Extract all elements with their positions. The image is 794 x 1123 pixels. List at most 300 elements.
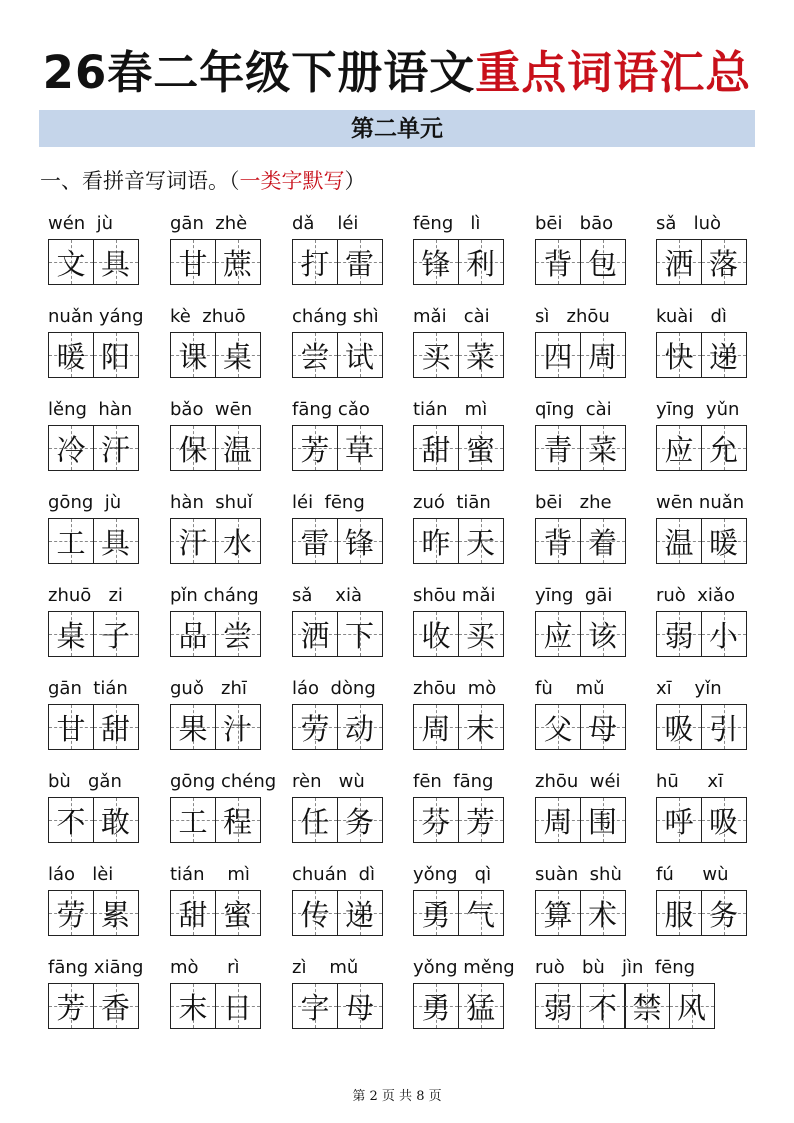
hanzi-character: 任	[300, 804, 330, 839]
character-boxes	[413, 983, 504, 1029]
tian-zi-ge-box	[215, 332, 261, 378]
character-boxes	[413, 890, 504, 936]
tian-zi-ge-box	[48, 890, 94, 936]
hanzi-character: 青	[543, 432, 573, 467]
hanzi-character: 雷	[300, 525, 330, 560]
character-boxes	[48, 611, 139, 657]
hanzi-character: 买	[421, 339, 451, 374]
tian-zi-ge-box	[215, 518, 261, 564]
hanzi-character: 桌	[222, 339, 252, 374]
tian-zi-ge-box	[580, 797, 626, 843]
tian-zi-ge-box	[292, 890, 338, 936]
tian-zi-ge-box	[170, 704, 216, 750]
pinyin: láo lèi	[48, 864, 114, 885]
character-boxes	[413, 425, 504, 471]
hanzi-character: 父	[543, 711, 573, 746]
character-boxes	[656, 518, 747, 564]
hanzi-character: 应	[664, 432, 694, 467]
hanzi-character: 芳	[300, 432, 330, 467]
tian-zi-ge-box	[170, 332, 216, 378]
tian-zi-ge-box	[215, 890, 261, 936]
tian-zi-ge-box	[580, 983, 626, 1029]
tian-zi-ge-box	[458, 611, 504, 657]
pinyin: zhōu mò	[413, 678, 497, 699]
character-boxes	[292, 611, 383, 657]
hanzi-character: 术	[587, 897, 617, 932]
hanzi-character: 弱	[543, 990, 573, 1025]
hanzi-character: 应	[543, 618, 573, 653]
tian-zi-ge-box	[215, 704, 261, 750]
pinyin: mǎi cài	[413, 306, 490, 327]
tian-zi-ge-box	[170, 611, 216, 657]
pinyin: zhōu wéi	[535, 771, 621, 792]
hanzi-character: 课	[178, 339, 208, 374]
hanzi-character: 吸	[708, 804, 738, 839]
tian-zi-ge-box	[93, 518, 139, 564]
character-boxes	[656, 239, 747, 285]
pinyin: fēn fāng	[413, 771, 494, 792]
hanzi-character: 芳	[465, 804, 495, 839]
character-boxes	[170, 890, 261, 936]
hanzi-character: 日	[222, 990, 252, 1025]
tian-zi-ge-box	[458, 797, 504, 843]
hanzi-character: 末	[465, 711, 495, 746]
pinyin: qīng cài	[535, 399, 612, 420]
hanzi-character: 温	[664, 525, 694, 560]
hanzi-character: 蜜	[465, 432, 495, 467]
tian-zi-ge-box	[215, 425, 261, 471]
tian-zi-ge-box	[701, 611, 747, 657]
tian-zi-ge-box	[656, 890, 702, 936]
hanzi-character: 甘	[178, 246, 208, 281]
character-boxes	[535, 518, 626, 564]
hanzi-character: 果	[178, 711, 208, 746]
tian-zi-ge-box	[170, 518, 216, 564]
tian-zi-ge-box	[337, 239, 383, 285]
hanzi-character: 甜	[421, 432, 451, 467]
tian-zi-ge-box	[458, 518, 504, 564]
hanzi-character: 蔗	[222, 246, 252, 281]
hanzi-character: 累	[100, 897, 130, 932]
pinyin: lěng hàn	[48, 399, 133, 420]
hanzi-character: 风	[676, 990, 706, 1025]
pinyin: cháng shì	[292, 306, 379, 327]
hanzi-character: 弱	[664, 618, 694, 653]
tian-zi-ge-box	[170, 425, 216, 471]
character-boxes	[292, 797, 383, 843]
pinyin: chuán dì	[292, 864, 376, 885]
hanzi-character: 天	[465, 525, 495, 560]
pinyin: gōng jù	[48, 492, 122, 513]
tian-zi-ge-box	[337, 797, 383, 843]
pinyin: xī yǐn	[656, 678, 722, 699]
pinyin: bù gǎn	[48, 771, 122, 792]
hanzi-character: 汗	[178, 525, 208, 560]
tian-zi-ge-box	[48, 239, 94, 285]
tian-zi-ge-box	[93, 797, 139, 843]
hanzi-character: 锋	[421, 246, 451, 281]
hanzi-character: 尝	[222, 618, 252, 653]
tian-zi-ge-box	[458, 332, 504, 378]
hanzi-character: 劳	[300, 711, 330, 746]
hanzi-character: 阳	[100, 339, 130, 374]
hanzi-character: 传	[300, 897, 330, 932]
hanzi-character: 递	[344, 897, 374, 932]
pinyin: hū xī	[656, 771, 724, 792]
hanzi-character: 桌	[56, 618, 86, 653]
tian-zi-ge-box	[458, 239, 504, 285]
tian-zi-ge-box	[292, 704, 338, 750]
tian-zi-ge-box	[580, 611, 626, 657]
tian-zi-ge-box	[93, 239, 139, 285]
character-boxes	[48, 518, 139, 564]
hanzi-character: 芬	[421, 804, 451, 839]
hanzi-character: 具	[100, 525, 130, 560]
hanzi-character: 周	[543, 804, 573, 839]
pinyin: ruò xiǎo	[656, 585, 735, 606]
hanzi-character: 呼	[664, 804, 694, 839]
character-boxes	[292, 425, 383, 471]
character-boxes	[656, 704, 747, 750]
tian-zi-ge-box	[48, 332, 94, 378]
pinyin: sǎ luò	[656, 213, 721, 234]
tian-zi-ge-box	[413, 239, 459, 285]
hanzi-character: 甘	[56, 711, 86, 746]
hanzi-character: 菜	[465, 339, 495, 374]
pinyin: kè zhuō	[170, 306, 246, 327]
hanzi-character: 水	[222, 525, 252, 560]
hanzi-character: 收	[421, 618, 451, 653]
hanzi-character: 子	[100, 618, 130, 653]
pinyin: tián mì	[170, 864, 250, 885]
section-paren-close: ）	[344, 169, 366, 193]
title-black: 26春二年级下册语文	[42, 46, 476, 99]
pinyin: wēn nuǎn	[656, 492, 745, 513]
tian-zi-ge-box	[656, 425, 702, 471]
tian-zi-ge-box	[413, 425, 459, 471]
pinyin: suàn shù	[535, 864, 622, 885]
pinyin: léi fēng	[292, 492, 365, 513]
pinyin: tián mì	[413, 399, 488, 420]
character-boxes	[535, 797, 626, 843]
section-heading	[40, 165, 366, 195]
hanzi-character: 递	[708, 339, 738, 374]
hanzi-character: 敢	[100, 804, 130, 839]
hanzi-character: 母	[344, 990, 374, 1025]
character-boxes	[535, 239, 626, 285]
tian-zi-ge-box	[656, 239, 702, 285]
hanzi-character: 劳	[56, 897, 86, 932]
title-red: 重点词语汇总	[475, 46, 752, 99]
character-boxes	[535, 890, 626, 936]
tian-zi-ge-box	[701, 704, 747, 750]
tian-zi-ge-box	[292, 797, 338, 843]
tian-zi-ge-box	[535, 518, 581, 564]
pinyin: gān tián	[48, 678, 128, 699]
pinyin: bēi bāo	[535, 213, 614, 234]
character-boxes	[48, 704, 139, 750]
tian-zi-ge-box	[337, 983, 383, 1029]
tian-zi-ge-box	[656, 518, 702, 564]
tian-zi-ge-box	[580, 332, 626, 378]
pinyin: gōng chéng	[170, 771, 277, 792]
hanzi-character: 服	[664, 897, 694, 932]
character-boxes	[656, 797, 747, 843]
character-boxes	[292, 704, 383, 750]
tian-zi-ge-box	[93, 611, 139, 657]
pinyin: yǒng měng	[413, 957, 515, 978]
tian-zi-ge-box	[535, 797, 581, 843]
tian-zi-ge-box	[170, 239, 216, 285]
hanzi-character: 勇	[421, 897, 451, 932]
tian-zi-ge-box	[93, 332, 139, 378]
tian-zi-ge-box	[535, 425, 581, 471]
hanzi-character: 背	[543, 525, 573, 560]
hanzi-character: 允	[708, 432, 738, 467]
hanzi-character: 吸	[664, 711, 694, 746]
tian-zi-ge-box	[701, 518, 747, 564]
tian-zi-ge-box	[292, 611, 338, 657]
hanzi-character: 动	[344, 711, 374, 746]
tian-zi-ge-box	[337, 332, 383, 378]
character-boxes	[48, 425, 139, 471]
tian-zi-ge-box	[458, 890, 504, 936]
hanzi-character: 锋	[344, 525, 374, 560]
character-boxes	[656, 890, 747, 936]
character-boxes	[413, 332, 504, 378]
tian-zi-ge-box	[656, 797, 702, 843]
character-boxes	[413, 797, 504, 843]
tian-zi-ge-box	[292, 518, 338, 564]
tian-zi-ge-box	[93, 983, 139, 1029]
hanzi-character: 周	[587, 339, 617, 374]
pinyin: yǒng qì	[413, 864, 492, 885]
hanzi-character: 甜	[178, 897, 208, 932]
tian-zi-ge-box	[48, 983, 94, 1029]
hanzi-character: 勇	[421, 990, 451, 1025]
character-boxes	[535, 983, 715, 1029]
hanzi-character: 草	[344, 432, 374, 467]
hanzi-character: 母	[587, 711, 617, 746]
hanzi-character: 该	[587, 618, 617, 653]
hanzi-character: 雷	[344, 246, 374, 281]
hanzi-character: 气	[465, 897, 495, 932]
character-boxes	[535, 704, 626, 750]
tian-zi-ge-box	[535, 890, 581, 936]
tian-zi-ge-box	[48, 797, 94, 843]
hanzi-character: 昨	[421, 525, 451, 560]
hanzi-character: 洒	[300, 618, 330, 653]
hanzi-character: 末	[178, 990, 208, 1025]
character-boxes	[170, 611, 261, 657]
pinyin: guǒ zhī	[170, 678, 247, 699]
character-boxes	[413, 704, 504, 750]
character-boxes	[170, 797, 261, 843]
hanzi-character: 四	[543, 339, 573, 374]
hanzi-character: 尝	[300, 339, 330, 374]
pinyin: wén jù	[48, 213, 114, 234]
pinyin: zì mǔ	[292, 957, 359, 978]
hanzi-character: 汗	[100, 432, 130, 467]
tian-zi-ge-box	[93, 704, 139, 750]
pinyin: yīng gāi	[535, 585, 613, 606]
pinyin: zuó tiān	[413, 492, 491, 513]
hanzi-character: 汁	[222, 711, 252, 746]
hanzi-character: 冷	[56, 432, 86, 467]
pinyin: fú wù	[656, 864, 729, 885]
hanzi-character: 香	[100, 990, 130, 1025]
tian-zi-ge-box	[701, 890, 747, 936]
tian-zi-ge-box	[170, 890, 216, 936]
hanzi-character: 周	[421, 711, 451, 746]
tian-zi-ge-box	[669, 983, 715, 1029]
tian-zi-ge-box	[413, 797, 459, 843]
pinyin: fāng xiāng	[48, 957, 144, 978]
tian-zi-ge-box	[580, 704, 626, 750]
hanzi-character: 包	[587, 246, 617, 281]
hanzi-character: 打	[300, 246, 330, 281]
pinyin: sì zhōu	[535, 306, 610, 327]
tian-zi-ge-box	[413, 518, 459, 564]
character-boxes	[48, 239, 139, 285]
character-boxes	[170, 332, 261, 378]
hanzi-character: 洒	[664, 246, 694, 281]
tian-zi-ge-box	[535, 611, 581, 657]
tian-zi-ge-box	[337, 611, 383, 657]
hanzi-character: 小	[708, 618, 738, 653]
pinyin: bēi zhe	[535, 492, 612, 513]
hanzi-character: 品	[178, 618, 208, 653]
tian-zi-ge-box	[413, 332, 459, 378]
hanzi-character: 背	[543, 246, 573, 281]
character-boxes	[48, 332, 139, 378]
tian-zi-ge-box	[292, 425, 338, 471]
tian-zi-ge-box	[458, 983, 504, 1029]
hanzi-character: 文	[56, 246, 86, 281]
tian-zi-ge-box	[48, 425, 94, 471]
tian-zi-ge-box	[292, 332, 338, 378]
character-boxes	[170, 518, 261, 564]
pinyin: ruò bù jìn fēng	[535, 957, 696, 978]
tian-zi-ge-box	[580, 518, 626, 564]
pinyin: yīng yǔn	[656, 399, 740, 420]
hanzi-character: 利	[465, 246, 495, 281]
tian-zi-ge-box	[413, 890, 459, 936]
hanzi-character: 蜜	[222, 897, 252, 932]
pinyin: mò rì	[170, 957, 240, 978]
hanzi-character: 甜	[100, 711, 130, 746]
tian-zi-ge-box	[93, 425, 139, 471]
character-boxes	[48, 890, 139, 936]
hanzi-character: 下	[344, 618, 374, 653]
tian-zi-ge-box	[624, 983, 670, 1029]
hanzi-character: 程	[222, 804, 252, 839]
hanzi-character: 保	[178, 432, 208, 467]
character-boxes	[48, 983, 139, 1029]
pinyin: fù mǔ	[535, 678, 605, 699]
hanzi-character: 工	[56, 525, 86, 560]
pinyin: rèn wù	[292, 771, 365, 792]
section-paren-open: （	[229, 169, 240, 193]
pinyin: fēng lì	[413, 213, 481, 234]
hanzi-character: 芳	[56, 990, 86, 1025]
character-boxes	[413, 239, 504, 285]
hanzi-character: 围	[587, 804, 617, 839]
character-boxes	[292, 890, 383, 936]
hanzi-character: 暖	[56, 339, 86, 374]
tian-zi-ge-box	[580, 239, 626, 285]
tian-zi-ge-box	[535, 704, 581, 750]
pinyin: pǐn cháng	[170, 585, 259, 606]
page-title	[0, 36, 794, 101]
tian-zi-ge-box	[458, 704, 504, 750]
pinyin: fāng cǎo	[292, 399, 370, 420]
tian-zi-ge-box	[170, 797, 216, 843]
tian-zi-ge-box	[48, 611, 94, 657]
tian-zi-ge-box	[458, 425, 504, 471]
tian-zi-ge-box	[701, 332, 747, 378]
tian-zi-ge-box	[93, 890, 139, 936]
pinyin: dǎ léi	[292, 213, 359, 234]
pinyin: bǎo wēn	[170, 399, 253, 420]
pinyin: nuǎn yáng	[48, 306, 144, 327]
pinyin: shōu mǎi	[413, 585, 496, 606]
section-note: 一类字默写	[239, 169, 345, 193]
tian-zi-ge-box	[337, 890, 383, 936]
hanzi-character: 快	[664, 339, 694, 374]
hanzi-character: 不	[587, 990, 617, 1025]
pinyin: hàn shuǐ	[170, 492, 253, 513]
character-boxes	[170, 239, 261, 285]
hanzi-character: 算	[543, 897, 573, 932]
tian-zi-ge-box	[656, 704, 702, 750]
tian-zi-ge-box	[170, 983, 216, 1029]
character-boxes	[656, 425, 747, 471]
character-boxes	[535, 425, 626, 471]
tian-zi-ge-box	[337, 518, 383, 564]
character-boxes	[535, 611, 626, 657]
tian-zi-ge-box	[215, 239, 261, 285]
hanzi-character: 工	[178, 804, 208, 839]
hanzi-character: 禁	[632, 990, 662, 1025]
page-footer: 第 2 页 共 8 页	[352, 1089, 442, 1104]
tian-zi-ge-box	[48, 704, 94, 750]
tian-zi-ge-box	[413, 611, 459, 657]
tian-zi-ge-box	[48, 518, 94, 564]
tian-zi-ge-box	[337, 425, 383, 471]
tian-zi-ge-box	[656, 332, 702, 378]
character-boxes	[535, 332, 626, 378]
hanzi-character: 务	[344, 804, 374, 839]
character-boxes	[413, 611, 504, 657]
hanzi-character: 引	[708, 711, 738, 746]
pinyin: kuài dì	[656, 306, 727, 327]
hanzi-character: 落	[708, 246, 738, 281]
tian-zi-ge-box	[337, 704, 383, 750]
tian-zi-ge-box	[580, 425, 626, 471]
hanzi-character: 务	[708, 897, 738, 932]
hanzi-character: 买	[465, 618, 495, 653]
tian-zi-ge-box	[215, 611, 261, 657]
hanzi-character: 字	[300, 990, 330, 1025]
pinyin: sǎ xià	[292, 585, 362, 606]
tian-zi-ge-box	[413, 983, 459, 1029]
pinyin: láo dòng	[292, 678, 376, 699]
character-boxes	[170, 425, 261, 471]
character-boxes	[292, 983, 383, 1029]
tian-zi-ge-box	[701, 797, 747, 843]
pinyin: gān zhè	[170, 213, 248, 234]
